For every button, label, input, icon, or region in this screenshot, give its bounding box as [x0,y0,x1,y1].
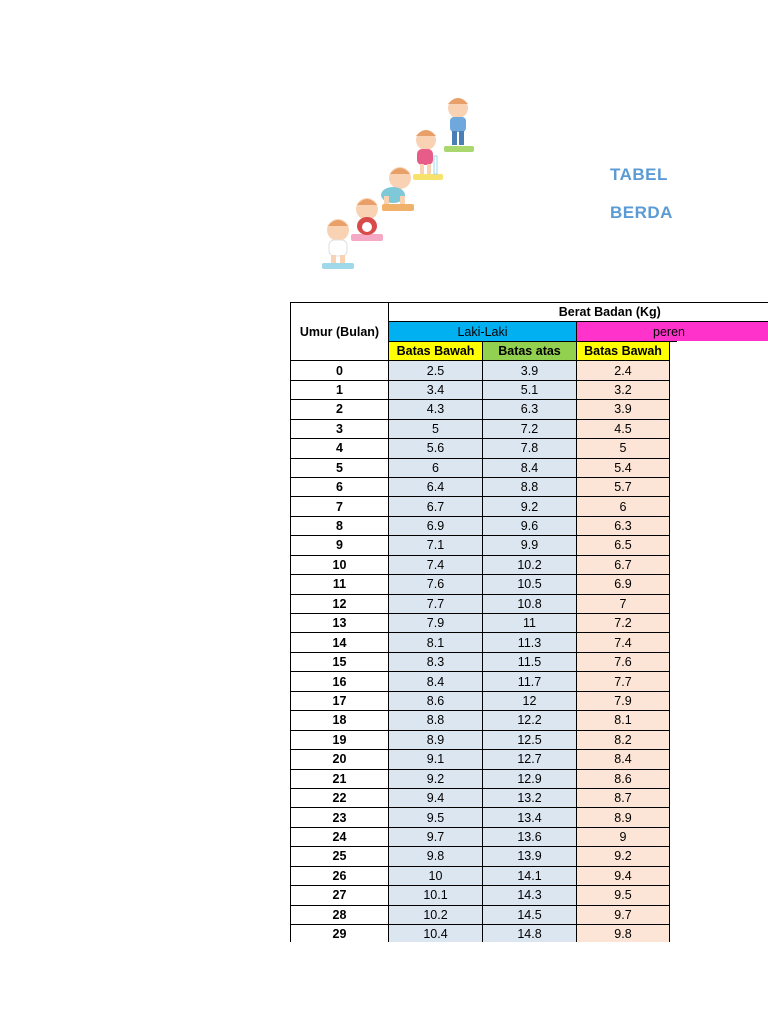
age-cell: 20 [291,750,389,769]
boys-upper-cell: 12.5 [483,730,577,749]
boys-lower-cell: 9.5 [389,808,483,827]
age-cell: 7 [291,497,389,516]
boys-lower-cell: 4.3 [389,400,483,419]
boys-upper-cell: 6.3 [483,400,577,419]
girls-lower-cell: 6.9 [577,575,670,594]
age-cell: 2 [291,400,389,419]
babies-on-steps-icon [316,96,480,272]
age-cell: 3 [291,419,389,438]
boys-lower-cell: 9.8 [389,847,483,866]
boys-upper-cell: 11.3 [483,633,577,652]
girls-lower-cell: 7.9 [577,691,670,710]
age-cell: 14 [291,633,389,652]
boys-lower-cell: 7.1 [389,536,483,555]
boys-lower-cell: 3.4 [389,380,483,399]
girls-lower-cell: 9.7 [577,905,670,924]
girls-lower-cell: 8.4 [577,750,670,769]
boys-lower-cell: 10 [389,866,483,885]
boys-upper-cell: 9.9 [483,536,577,555]
age-cell: 6 [291,477,389,496]
boys-upper-cell: 12.2 [483,711,577,730]
girls-lower-cell: 8.9 [577,808,670,827]
boys-lower-cell: 10.1 [389,886,483,905]
girls-lower-cell: 3.2 [577,380,670,399]
girls-lower-cell: 5 [577,439,670,458]
boys-upper-cell: 12.7 [483,750,577,769]
boys-upper-cell: 11.7 [483,672,577,691]
boys-upper-cell: 13.6 [483,827,577,846]
berat-header: Berat Badan (Kg) [389,303,768,322]
boys-upper-cell: 13.2 [483,788,577,807]
boys-upper-cell: 8.8 [483,477,577,496]
girls-lower-cell: 8.1 [577,711,670,730]
girls-lower-cell: 5.7 [577,477,670,496]
boys-lower-cell: 9.4 [389,788,483,807]
boys-upper-cell: 5.1 [483,380,577,399]
boys-upper-cell: 11 [483,614,577,633]
girls-lower-cell: 4.5 [577,419,670,438]
age-cell: 5 [291,458,389,477]
age-cell: 0 [291,361,389,380]
girls-lower-cell: 8.6 [577,769,670,788]
boys-lower-cell: 8.9 [389,730,483,749]
age-cell: 13 [291,614,389,633]
boys-upper-cell: 12 [483,691,577,710]
boys-lower-cell: 7.6 [389,575,483,594]
girls-lower-cell: 6.3 [577,516,670,535]
batas-bawah-header-girls: Batas Bawah [577,341,670,360]
age-cell: 11 [291,575,389,594]
boys-lower-cell: 2.5 [389,361,483,380]
age-cell: 9 [291,536,389,555]
boys-upper-cell: 11.5 [483,652,577,671]
boys-lower-cell: 7.7 [389,594,483,613]
girls-lower-cell: 9.8 [577,925,670,943]
boys-lower-cell: 9.2 [389,769,483,788]
age-cell: 8 [291,516,389,535]
girls-lower-cell: 3.9 [577,400,670,419]
boys-lower-cell: 8.4 [389,672,483,691]
umur-header: Umur (Bulan) [291,303,389,361]
boys-upper-cell: 7.2 [483,419,577,438]
batas-atas-header-boys: Batas atas [483,341,577,360]
boys-lower-cell: 6.9 [389,516,483,535]
boys-lower-cell: 9.1 [389,750,483,769]
boys-lower-cell: 6.4 [389,477,483,496]
age-cell: 17 [291,691,389,710]
girls-lower-cell: 6.5 [577,536,670,555]
boys-lower-cell: 6.7 [389,497,483,516]
girls-lower-cell: 6 [577,497,670,516]
girls-lower-cell: 9 [577,827,670,846]
girls-lower-cell: 8.7 [577,788,670,807]
boys-lower-cell: 6 [389,458,483,477]
boys-upper-cell: 12.9 [483,769,577,788]
age-cell: 26 [291,866,389,885]
title-line-2: BERDA [610,203,673,222]
perempuan-header: peren [577,322,768,341]
boys-upper-cell: 14.5 [483,905,577,924]
girls-lower-cell: 7 [577,594,670,613]
laki-laki-header: Laki-Laki [389,322,577,341]
age-cell: 10 [291,555,389,574]
age-cell: 15 [291,652,389,671]
boys-lower-cell: 9.7 [389,827,483,846]
boys-upper-cell: 9.2 [483,497,577,516]
boys-upper-cell: 14.1 [483,866,577,885]
age-cell: 1 [291,380,389,399]
boys-lower-cell: 5 [389,419,483,438]
boys-lower-cell: 8.1 [389,633,483,652]
title-line-1: TABEL [610,165,668,184]
age-cell: 25 [291,847,389,866]
boys-upper-cell: 14.3 [483,886,577,905]
boys-upper-cell: 7.8 [483,439,577,458]
boys-lower-cell: 8.3 [389,652,483,671]
boys-lower-cell: 5.6 [389,439,483,458]
girls-lower-cell: 7.4 [577,633,670,652]
boys-lower-cell: 8.6 [389,691,483,710]
age-cell: 21 [291,769,389,788]
boys-lower-cell: 10.4 [389,925,483,943]
clipped-area [677,341,768,942]
age-cell: 16 [291,672,389,691]
girls-lower-cell: 7.6 [577,652,670,671]
age-cell: 24 [291,827,389,846]
boys-lower-cell: 8.8 [389,711,483,730]
age-cell: 19 [291,730,389,749]
age-cell: 27 [291,886,389,905]
girls-lower-cell: 6.7 [577,555,670,574]
girls-lower-cell: 5.4 [577,458,670,477]
boys-upper-cell: 13.9 [483,847,577,866]
boys-upper-cell: 13.4 [483,808,577,827]
batas-bawah-header-boys: Batas Bawah [389,341,483,360]
age-cell: 29 [291,925,389,943]
age-cell: 18 [291,711,389,730]
boys-lower-cell: 7.9 [389,614,483,633]
girls-lower-cell: 9.4 [577,866,670,885]
girls-lower-cell: 2.4 [577,361,670,380]
girls-lower-cell: 7.7 [577,672,670,691]
boys-upper-cell: 3.9 [483,361,577,380]
boys-upper-cell: 10.5 [483,575,577,594]
age-cell: 4 [291,439,389,458]
boys-lower-cell: 7.4 [389,555,483,574]
age-cell: 22 [291,788,389,807]
girls-lower-cell: 7.2 [577,614,670,633]
age-cell: 28 [291,905,389,924]
boys-upper-cell: 9.6 [483,516,577,535]
boys-upper-cell: 10.2 [483,555,577,574]
age-cell: 23 [291,808,389,827]
girls-lower-cell: 8.2 [577,730,670,749]
age-cell: 12 [291,594,389,613]
boys-upper-cell: 10.8 [483,594,577,613]
boys-lower-cell: 10.2 [389,905,483,924]
boys-upper-cell: 8.4 [483,458,577,477]
girls-lower-cell: 9.5 [577,886,670,905]
girls-lower-cell: 9.2 [577,847,670,866]
boys-upper-cell: 14.8 [483,925,577,943]
